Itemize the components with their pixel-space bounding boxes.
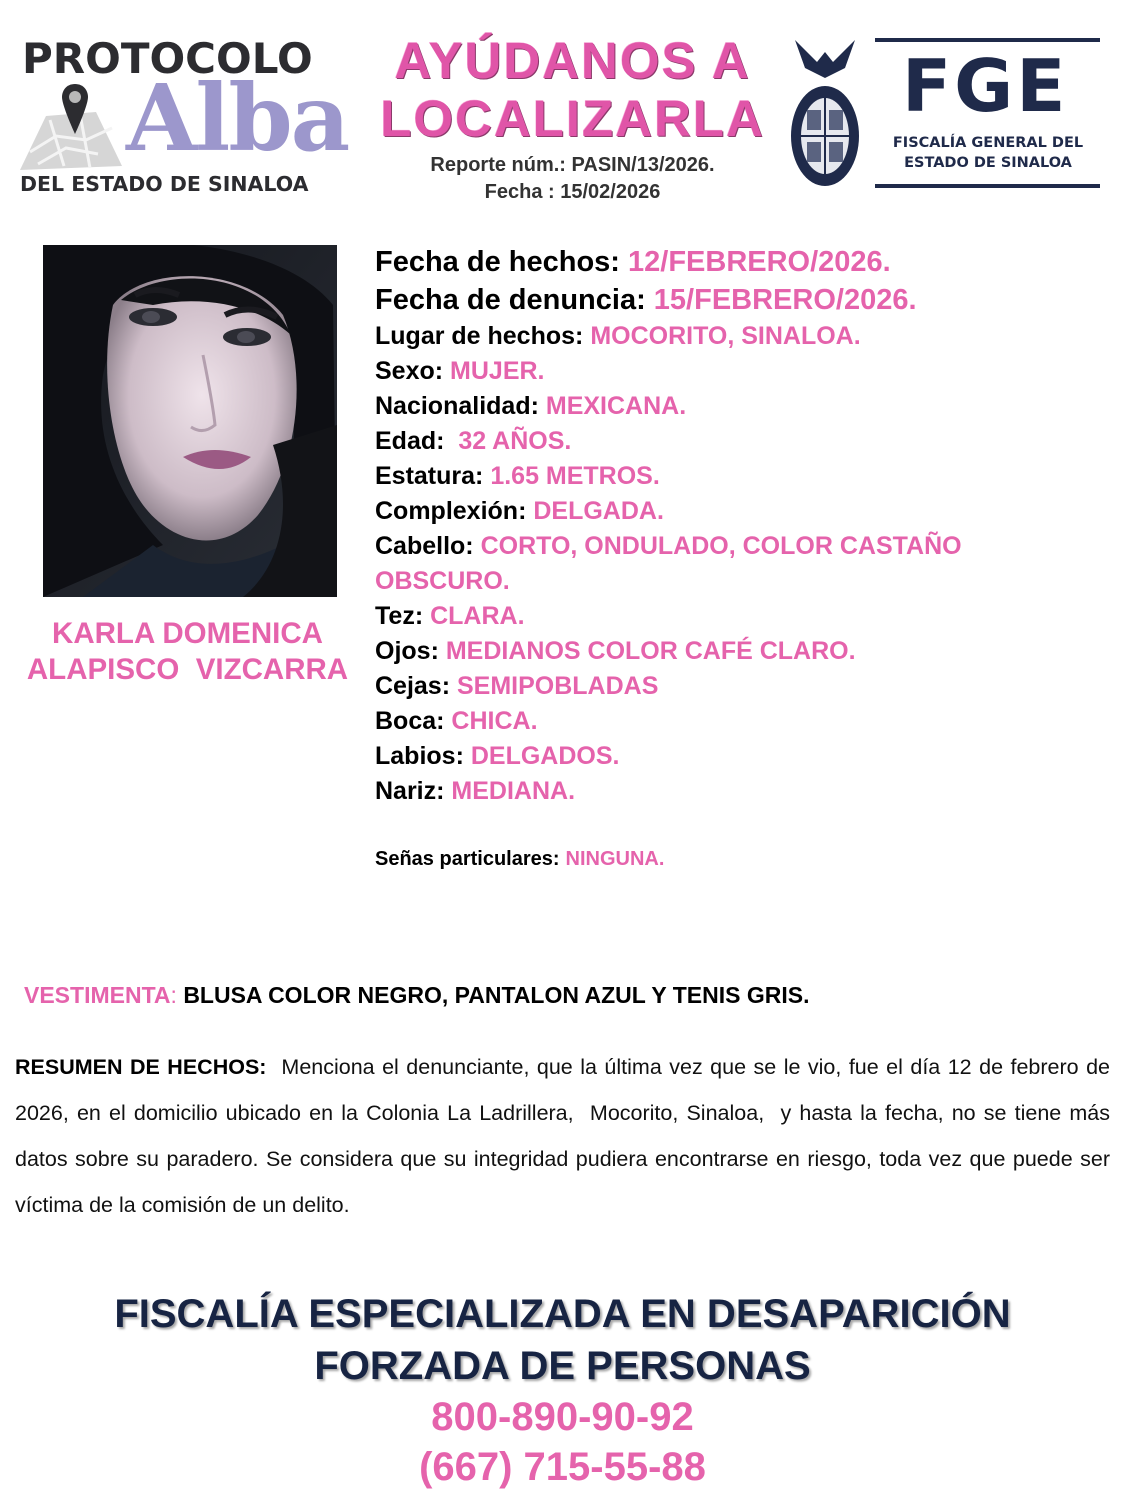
detail-label: Ojos: (375, 637, 446, 665)
help-title-line2: LOCALIZARLA (380, 90, 765, 147)
detail-value: CHICA. (451, 707, 538, 735)
detail-value: DELGADOS. (470, 742, 620, 770)
detail-value: MOCORITO, SINALOA. (590, 322, 861, 350)
detail-label: Tez: (375, 602, 431, 630)
detail-senas-particulares (375, 848, 664, 871)
agency-name-line1: FISCALÍA ESPECIALIZADA EN DESAPARICIÓN (114, 1292, 1011, 1336)
detail-value: 1.65 METROS. (490, 462, 660, 490)
person-name-line2: ALAPISCO VIZCARRA (26, 653, 349, 686)
vestimenta-line (24, 982, 809, 1009)
sinaloa-coat-of-arms-icon (785, 34, 865, 190)
detail-label: Lugar de hechos: (375, 322, 591, 350)
detail-tez (375, 599, 1095, 634)
fge-top-rule (875, 38, 1100, 42)
vestimenta-colon: : (170, 982, 184, 1008)
fge-letters: FGE (902, 44, 1069, 128)
detail-label: Cabello: (375, 532, 481, 560)
detail-complexion (375, 494, 1095, 529)
contact-footer (0, 1288, 1125, 1492)
location-pin-icon (62, 84, 88, 134)
detail-label: Labios: (375, 742, 471, 770)
detail-label: Nariz: (375, 777, 452, 805)
detail-label: Sexo: (375, 357, 451, 385)
detail-boca (375, 704, 1095, 739)
senas-label: Señas particulares: (375, 848, 560, 870)
detail-cejas (375, 669, 1095, 704)
missing-person-name (0, 616, 375, 688)
senas-value: NINGUNA. (565, 848, 665, 870)
detail-lugar-hechos (375, 319, 1095, 354)
detail-nacionalidad (375, 389, 1095, 424)
detail-labios (375, 739, 1095, 774)
missing-person-photo (43, 245, 337, 597)
detail-value: CORTO, ONDULADO, COLOR CASTAÑO OBSCURO. (375, 532, 962, 595)
phone-number-tollfree[interactable]: 800-890-90-92 (431, 1395, 694, 1439)
detail-value: MUJER. (450, 357, 545, 385)
portrait-illustration (43, 245, 337, 597)
help-title-line1: AYÚDANOS A (394, 32, 751, 89)
detail-label: Cejas: (375, 672, 457, 700)
detail-sexo (375, 354, 1095, 389)
fge-logo (872, 36, 1102, 188)
detail-value: 15/FEBRERO/2026. (653, 284, 917, 316)
detail-value: CLARA. (430, 602, 525, 630)
detail-value: 32 AÑOS. (458, 427, 572, 455)
alba-logo-protocolo-text: PROTOCOLO (22, 34, 313, 83)
report-number: Reporte núm.: PASIN/13/2026. (430, 154, 715, 176)
details-list (375, 243, 1095, 809)
detail-label: Fecha de hechos: (375, 246, 629, 278)
vestimenta-value: BLUSA COLOR NEGRO, PANTALON AZUL Y TENIS GRIS. (183, 982, 810, 1008)
detail-value: MEDIANOS COLOR CAFÉ CLARO. (445, 637, 856, 665)
person-name-line1: KARLA DOMENICA (52, 617, 323, 650)
fge-subtitle-line1: FISCALÍA GENERAL DEL (892, 135, 1084, 151)
detail-label: Fecha de denuncia: (375, 284, 654, 316)
detail-value: MEDIANA. (451, 777, 576, 805)
protocolo-alba-logo (14, 34, 354, 199)
detail-nariz (375, 774, 1095, 809)
detail-value: DELGADA. (533, 497, 664, 525)
phone-number-local[interactable]: (667) 715-55-88 (419, 1445, 706, 1489)
header-title-block (375, 32, 770, 206)
detail-ojos (375, 634, 1095, 669)
detail-label: Complexión: (375, 497, 534, 525)
resumen-de-hechos (15, 1044, 1116, 1228)
detail-fecha-hechos (375, 243, 1095, 281)
detail-label: Edad: (375, 427, 459, 455)
detail-value: 12/FEBRERO/2026. (628, 246, 891, 278)
fge-bottom-rule (875, 184, 1100, 188)
detail-value: SEMIPOBLADAS (456, 672, 659, 700)
detail-fecha-denuncia (375, 281, 1095, 319)
agency-name-line2: FORZADA DE PERSONAS (314, 1344, 811, 1388)
alba-logo-word: Alba (126, 64, 349, 172)
resumen-label: RESUMEN DE HECHOS: (15, 1055, 267, 1079)
vestimenta-label: VESTIMENTA (24, 982, 171, 1008)
detail-label: Boca: (375, 707, 452, 735)
alba-logo-estado-text: DEL ESTADO DE SINALOA (20, 172, 309, 196)
detail-estatura (375, 459, 1095, 494)
resumen-text: Menciona el denunciante, que la última vez que se le vio, fue el día 12 de febrero de 2026, en el domicilio ubicado en la Colonia La Ladrillera, Mocorito, Sinaloa, y hasta la fecha, no se tiene más datos sobre su paradero. Se considera que su integridad pudiera encontrarse en riesgo, toda vez que puede ser víctima de la comisión de un delito. (15, 1055, 1116, 1217)
detail-cabello (375, 529, 1095, 599)
report-date: Fecha : 15/02/2026 (484, 181, 661, 203)
fge-subtitle-line2: ESTADO DE SINALOA (904, 155, 1072, 171)
detail-label: Nacionalidad: (375, 392, 546, 420)
detail-value: MEXICANA. (545, 392, 687, 420)
detail-edad (375, 424, 1095, 459)
detail-label: Estatura: (375, 462, 491, 490)
